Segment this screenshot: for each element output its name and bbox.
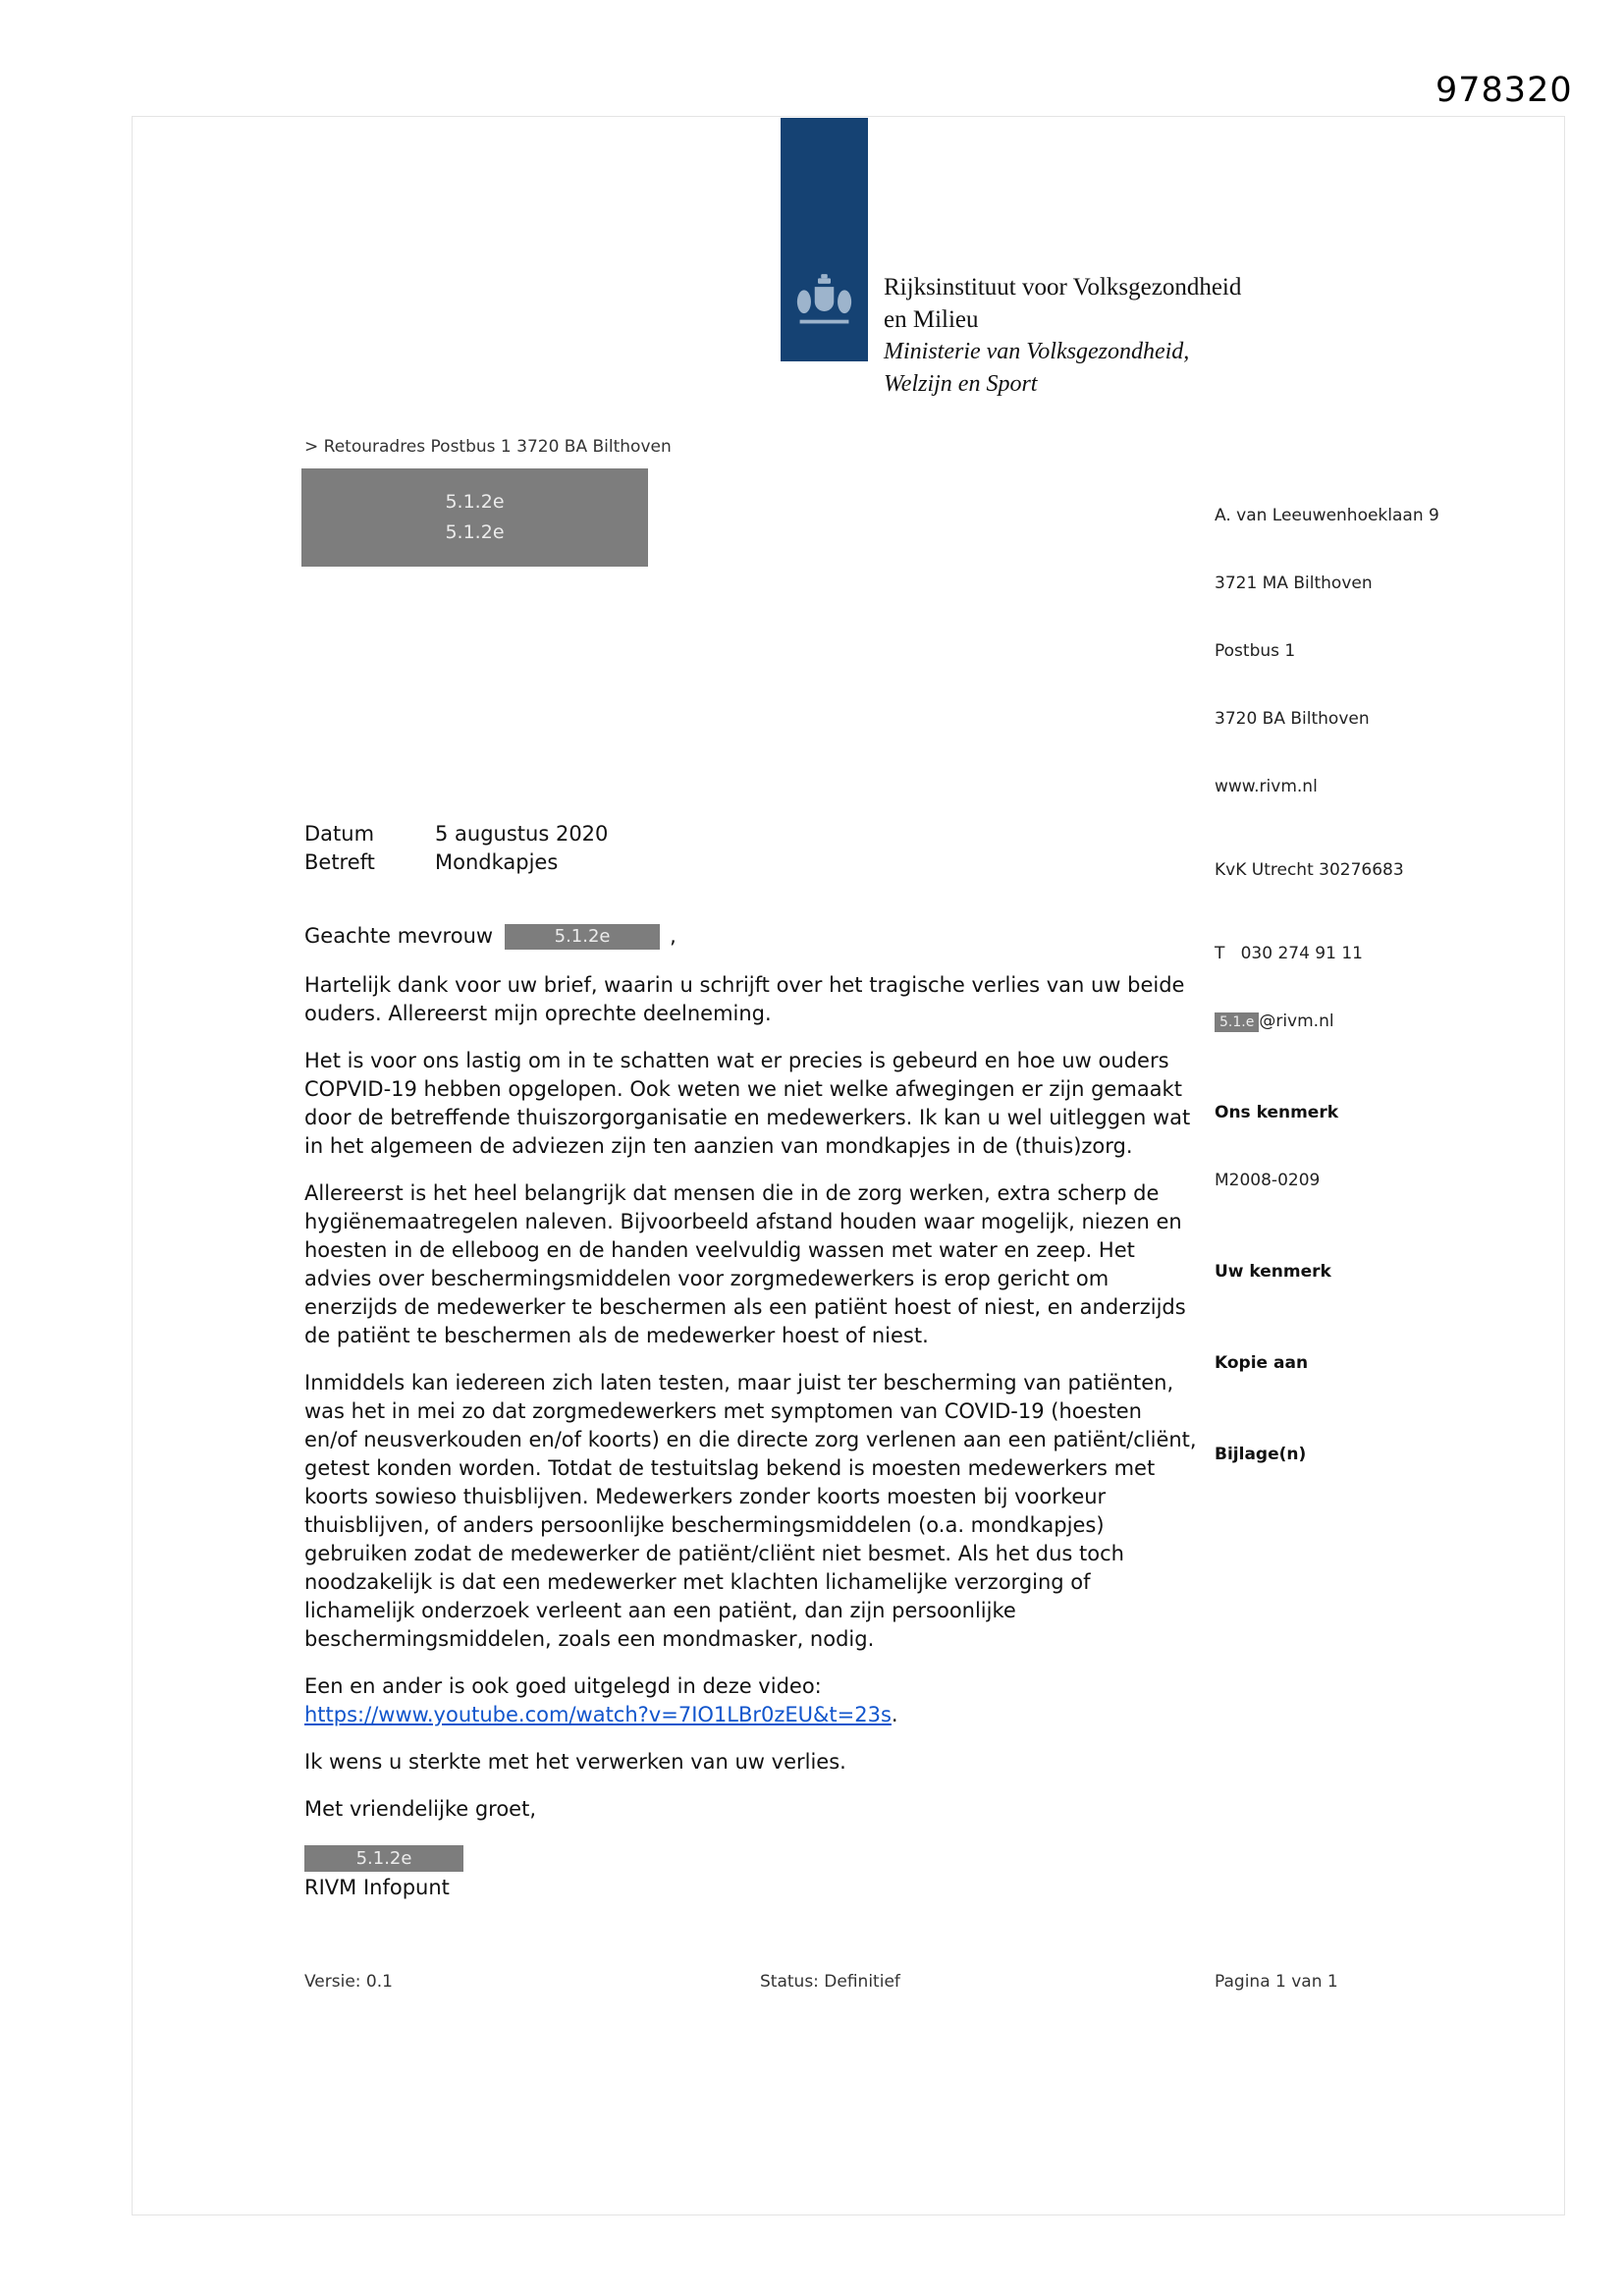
betreft-value: Mondkapjes <box>435 850 559 874</box>
government-emblem-icon <box>792 273 856 337</box>
document-number: 978320 <box>1435 71 1573 110</box>
rijksoverheid-logo-bar <box>781 118 868 361</box>
contact-email-line <box>1215 1011 1539 1033</box>
recipient-redaction-box <box>301 468 648 567</box>
org-name-line2: en Milieu <box>884 306 979 333</box>
contact-sidebar <box>1215 460 1539 1511</box>
contact-website: www.rivm.nl <box>1215 777 1318 796</box>
salutation-redaction-box: 5.1.2e <box>505 924 660 950</box>
paragraph-hygiene-advice: Allereerst is het heel belangrijk dat mensen die in de zorg werken, extra scherp de hygiënemaatregelen naleven. Bijvoorbeeld afstand houden waar mogelijk, niezen en hoesten in de elleboog en de handen veelvuldig wassen met water en zeep. Het advies over beschermingsmiddelen voor zorgmedewerkers is erop gericht om enerzijds de medewerker te beschermen als een patiënt hoest of niest, en anderzijds de patiënt te beschermen als de medewerker hoest of niest. <box>304 1181 1186 1347</box>
bijlagen-label: Bijlage(n) <box>1215 1445 1307 1464</box>
video-link-period: . <box>891 1703 898 1726</box>
paragraph-testing-policy: Inmiddels kan iedereen zich laten testen, maar juist ter bescherming van patiënten, was het in mei zo dat zorgmedewerkers met symptomen van COVID-19 (hoesten en/of neusverkouden en/of koorts) en die directe zorg verlenen aan een patiënt/cliënt, getest konden worden. Totdat de testuitslag bekend is moesten medewerkers met koorts sowieso thuisblijven. Medewerkers zonder koorts moesten bij voorkeur thuisblijven, of anders persoonlijke beschermingsmiddelen (o.a. mondkapjes) gebruiken zodat de medewerker de patiënt/cliënt niet besmet. Als het dus toch noodzakelijk is dat een medewerker met klachten lichamelijke verzorging of lichamelijk onderzoek verleent aan een patiënt, dan zijn persoonlijke beschermingsmiddelen, zoals een mondmasker, nodig. <box>304 1371 1197 1651</box>
datum-label: Datum <box>304 822 375 846</box>
contact-phone: T 030 274 91 11 <box>1215 944 1363 963</box>
contact-address-line: 3721 MA Bilthoven <box>1215 574 1373 593</box>
return-address: > Retouradres Postbus 1 3720 BA Bilthoven <box>304 437 672 457</box>
ons-kenmerk-label: Ons kenmerk <box>1215 1103 1339 1122</box>
ministry-line1: Ministerie van Volksgezondheid, <box>884 339 1190 364</box>
contact-address-line: Postbus 1 <box>1215 641 1296 661</box>
uw-kenmerk-label: Uw kenmerk <box>1215 1262 1331 1282</box>
video-intro: Een en ander is ook goed uitgelegd in deze video: <box>304 1674 822 1698</box>
signature-name: RIVM Infopunt <box>304 1876 450 1899</box>
salutation <box>304 922 1198 951</box>
footer-page-number: Pagina 1 van 1 <box>1215 1972 1338 1992</box>
salutation-prefix: Geachte mevrouw <box>304 924 494 948</box>
ons-kenmerk-value: M2008-0209 <box>1215 1171 1321 1190</box>
letter-body <box>304 820 1198 1902</box>
youtube-link[interactable]: https://www.youtube.com/watch?v=7IO1LBr0zEU&t=23s <box>304 1703 892 1726</box>
footer-version: Versie: 0.1 <box>304 1972 393 1992</box>
betreft-row <box>304 848 1198 877</box>
signature-redaction-box: 5.1.2e <box>304 1845 463 1872</box>
datum-row <box>304 820 1198 848</box>
email-redaction-box: 5.1.e <box>1215 1012 1259 1032</box>
recipient-redaction-line2: 5.1.2e <box>445 521 505 543</box>
betreft-label: Betreft <box>304 850 375 874</box>
org-name-line1: Rijksinstituut voor Volksgezondheid <box>884 274 1242 301</box>
paragraph-thanks: Hartelijk dank voor uw brief, waarin u schrijft over het tragische verlies van uw beide ouders. Allereerst mijn oprechte deelneming. <box>304 973 1185 1025</box>
video-link-line <box>304 1701 1198 1729</box>
ministry-line2: Welzijn en Sport <box>884 371 1038 397</box>
salutation-suffix: , <box>670 924 677 948</box>
footer-status: Status: Definitief <box>760 1972 900 1992</box>
closing-line: Met vriendelijke groet, <box>304 1797 537 1821</box>
organization-name <box>884 271 1241 401</box>
kopie-aan-label: Kopie aan <box>1215 1353 1309 1373</box>
paragraph-context: Het is voor ons lastig om in te schatten wat er precies is gebeurd en hoe uw ouders COPVID-19 hebben opgelopen. Ook weten we niet welke afwegingen er zijn gemaakt door de betreffende thuiszorgorganisatie en medewerkers. Ik kan u wel uitleggen wat in het algemeen de adviezen zijn ten aanzien van mondkapjes in de (thuis)zorg. <box>304 1049 1191 1158</box>
recipient-redaction-line1: 5.1.2e <box>445 491 505 513</box>
datum-value: 5 augustus 2020 <box>435 822 609 846</box>
contact-kvk: KvK Utrecht 30276683 <box>1215 860 1404 880</box>
condolence-line: Ik wens u sterkte met het verwerken van uw verlies. <box>304 1750 846 1774</box>
contact-address-line: 3720 BA Bilthoven <box>1215 709 1370 729</box>
contact-address-line: A. van Leeuwenhoeklaan 9 <box>1215 506 1439 525</box>
email-domain: @rivm.nl <box>1259 1011 1334 1031</box>
